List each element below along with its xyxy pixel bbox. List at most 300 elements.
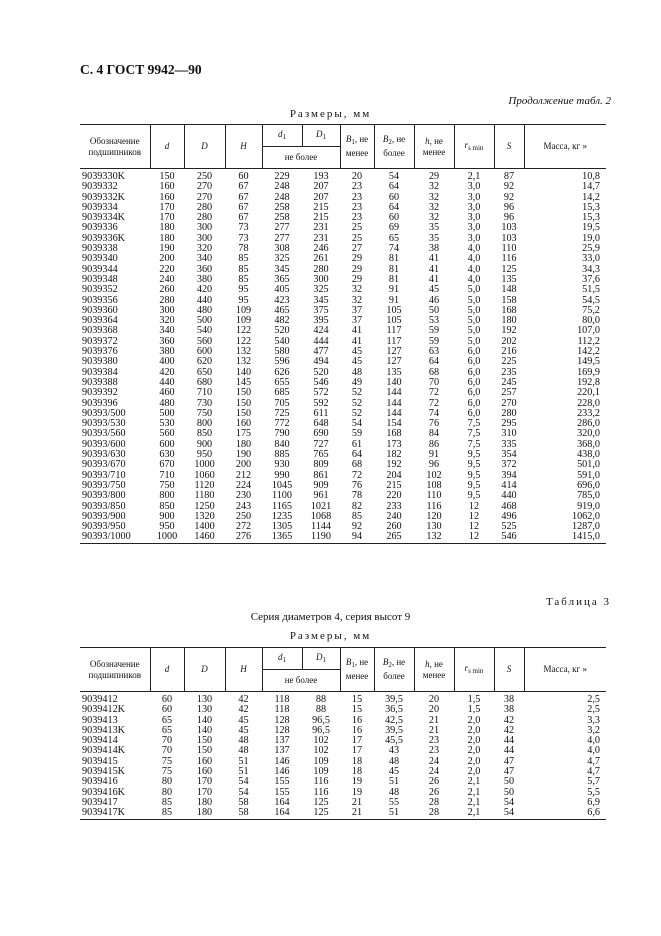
table-cell: 112,2: [577, 336, 600, 347]
table-cell: 45: [351, 347, 363, 358]
table-cell: 260: [386, 522, 402, 533]
table-cell: 48: [388, 756, 400, 767]
table-cell: 116: [426, 501, 442, 512]
table-row: [80, 808, 606, 819]
table-cell: 21: [428, 725, 440, 736]
table-cell: 1045: [271, 480, 293, 491]
bearing-designation-cell: 90393/1000: [80, 532, 150, 543]
table-row: [80, 316, 606, 326]
table-cell: 423: [274, 295, 290, 306]
table-cell: 140: [235, 367, 252, 378]
bearing-designation-cell: 9039416K: [82, 787, 126, 798]
table-cell: 44: [503, 746, 515, 757]
table-cell: 45: [238, 725, 249, 736]
table-cell: 43: [388, 746, 400, 757]
bearing-designation-cell: 9039416: [82, 777, 118, 788]
table-cell: 168: [501, 305, 517, 316]
table-cell: 300: [196, 223, 213, 234]
table-row: [80, 275, 606, 285]
table-cell: 710: [159, 470, 175, 481]
table-cell: 118: [274, 705, 290, 716]
table-cell: 520: [274, 326, 290, 337]
table-cell: 68: [428, 367, 440, 378]
table-cell: 6,0: [467, 398, 481, 409]
table-cell: 546: [313, 377, 329, 388]
bearing-designation-cell: 9039415K: [82, 767, 126, 778]
table-row: [80, 726, 606, 736]
table-row: [80, 481, 606, 491]
table-cell: 50: [503, 787, 515, 798]
table-cell: 54: [238, 777, 249, 788]
table-row: [80, 460, 606, 470]
table-cell: 685: [274, 388, 290, 399]
table-cell: 78: [351, 491, 363, 502]
bearing-designation-cell: 9039332K: [82, 192, 126, 203]
table-cell: 360: [159, 336, 175, 347]
table-cell: 58: [225, 808, 262, 819]
table-cell: 64: [351, 450, 363, 461]
table-row: [80, 193, 606, 203]
table-cell: 3,0: [467, 233, 481, 244]
table-cell: 20: [351, 171, 363, 182]
table-cell: 52: [351, 408, 363, 419]
table-cell: 23: [351, 182, 363, 193]
bearing-designation-cell: 9039356: [82, 295, 118, 306]
table-cell: 380: [159, 347, 175, 358]
table-cell: 200: [235, 460, 252, 471]
table-cell: 146: [274, 756, 290, 767]
table-cell: 231: [313, 223, 329, 234]
table-cell: 258: [274, 202, 290, 213]
table-cell: 990: [274, 470, 290, 481]
table-cell: 27: [351, 244, 363, 255]
table-cell: 696,0: [577, 480, 600, 491]
table-cell: 7,5: [467, 419, 481, 430]
table-cell: 2,0: [467, 715, 481, 726]
table-cell: 494: [313, 357, 329, 368]
table-cell: 225: [501, 357, 517, 368]
table-cell: 4,0: [467, 274, 481, 285]
table-cell: 17: [351, 746, 363, 757]
table-cell: 4,0: [467, 254, 481, 265]
col-H: H: [225, 125, 262, 169]
table-cell: 148: [501, 285, 517, 296]
table-cell: 750: [159, 480, 175, 491]
table-cell: 220,1: [577, 388, 600, 399]
table-cell: 21: [340, 808, 374, 819]
table-cell: 54: [494, 808, 524, 819]
col-B1: $B_1$, не менее: [340, 125, 374, 169]
table-cell: 5,0: [467, 295, 481, 306]
table-cell: 76: [351, 480, 363, 491]
table-cell: 95: [238, 295, 249, 306]
bearing-designation-cell: 9039417: [82, 797, 118, 808]
table-cell: 340: [159, 326, 175, 337]
table-body: [80, 692, 606, 820]
table-cell: 670: [159, 460, 175, 471]
table-3: [80, 647, 606, 820]
table-cell: 919,0: [577, 501, 600, 512]
table-cell: 28: [414, 808, 454, 819]
table-cell: 630: [159, 450, 175, 461]
bearing-designation-cell: 9039336K: [82, 233, 126, 244]
table-cell: 235: [501, 367, 517, 378]
col-D1: $D_1$: [302, 125, 340, 147]
col-H: H: [225, 648, 262, 692]
table-cell: 65: [161, 725, 173, 736]
table-cell: 5,0: [467, 336, 481, 347]
table-cell: 190: [159, 244, 175, 255]
table-cell: 772: [274, 419, 290, 430]
table-cell: 96,5: [312, 725, 330, 736]
table-cell: 192: [501, 326, 517, 337]
table-cell: 2,1: [467, 171, 481, 182]
table-cell: 72: [428, 388, 440, 399]
table-cell: 32: [351, 295, 363, 306]
table-cell: 149,5: [577, 357, 600, 368]
table-cell: 92: [351, 522, 363, 533]
table-cell: 64: [428, 357, 440, 368]
table-cell: 125: [501, 264, 517, 275]
table-cell: 300: [196, 233, 213, 244]
table-cell: 60: [238, 171, 249, 182]
table-cell: 73: [238, 223, 249, 234]
table-cell: 94: [340, 532, 374, 543]
table-cell: 626: [274, 367, 290, 378]
table-cell: 59: [351, 429, 363, 440]
table-cell: 650: [196, 367, 213, 378]
table-cell: 41: [428, 254, 440, 265]
table-cell: 546: [494, 532, 524, 543]
table-cell: 23: [428, 746, 440, 757]
table-cell: 2,0: [467, 746, 481, 757]
table-cell: 42: [503, 725, 515, 736]
table-cell: 146: [274, 767, 290, 778]
table-cell: 142,2: [577, 347, 600, 358]
table-cell: 4,0: [587, 746, 600, 757]
table-cell: 85: [238, 274, 249, 285]
bearing-designation-cell: 90393/670: [82, 460, 126, 471]
table-cell: 525: [501, 522, 517, 533]
table-cell: 155: [274, 787, 290, 798]
table-cell: 45,5: [385, 736, 403, 747]
bearing-designation-cell: 9039415: [82, 756, 118, 767]
table-cell: 12: [468, 511, 480, 522]
table-cell: 233: [386, 501, 402, 512]
table-cell: 92: [503, 182, 515, 193]
table-cell: 725: [274, 408, 290, 419]
table-cell: 365: [274, 274, 290, 285]
table-cell: 23: [351, 213, 363, 224]
table-cell: 961: [313, 491, 329, 502]
table-row: [80, 337, 606, 347]
table-3-series: Серия диаметров 4, серия высот 9: [250, 611, 411, 623]
table-cell: 1320: [194, 511, 215, 522]
col-B1: $B_1$, не менее: [340, 648, 374, 692]
table-cell: 91: [428, 450, 440, 461]
table-cell: 193: [313, 171, 329, 182]
table-cell: 600: [159, 439, 175, 450]
table-row: [80, 798, 606, 808]
table-cell: 12: [468, 522, 480, 533]
table-cell: 192: [386, 460, 402, 471]
table-cell: 160: [196, 767, 213, 778]
table-cell: 468: [501, 501, 517, 512]
table-cell: 648: [313, 419, 329, 430]
table-cell: 444: [313, 336, 329, 347]
table-cell: 34,3: [582, 264, 600, 275]
table-cell: 67: [238, 202, 249, 213]
table-cell: 51: [388, 777, 400, 788]
table-cell: 270: [196, 192, 213, 203]
bearing-designation-cell: 9039336: [82, 223, 118, 234]
bearing-designation-cell: 9039352: [82, 285, 118, 296]
table-cell: 414: [501, 480, 517, 491]
table-cell: 67: [238, 213, 249, 224]
table-row: [80, 378, 606, 388]
table-cell: 58: [238, 797, 249, 808]
table-cell: 3,0: [467, 202, 481, 213]
table-cell: 245: [501, 377, 517, 388]
table-cell: 372: [501, 460, 517, 471]
table-cell: 4,7: [587, 767, 600, 778]
table-cell: 6,0: [467, 377, 481, 388]
table-cell: 345: [274, 264, 290, 275]
table-row: [80, 746, 606, 756]
table-cell: 150: [235, 388, 252, 399]
table-cell: 33,0: [582, 254, 600, 265]
table-cell: 215: [313, 213, 329, 224]
table-cell: 1190: [302, 532, 340, 543]
table-cell: 280: [196, 213, 213, 224]
table-cell: 26: [428, 787, 440, 798]
table-cell: 52: [351, 388, 363, 399]
col-d: d: [150, 648, 184, 692]
table-cell: 168: [386, 429, 402, 440]
table-cell: 655: [274, 377, 290, 388]
table-cell: 248: [274, 182, 290, 193]
table-cell: 560: [159, 429, 175, 440]
sizes-caption: Размеры, мм: [289, 108, 372, 120]
table-cell: 39,5: [385, 694, 403, 705]
table-cell: 180: [159, 233, 175, 244]
table-cell: 140: [196, 715, 213, 726]
table-cell: 19,5: [582, 223, 600, 234]
table-cell: 170: [196, 777, 213, 788]
table-cell: 135: [501, 274, 517, 285]
table-cell: 48: [351, 367, 363, 378]
table-cell: 6,0: [467, 357, 481, 368]
table-cell: 128: [274, 715, 290, 726]
table-row: [80, 254, 606, 264]
table-cell: 81: [388, 264, 400, 275]
table-cell: 75,2: [582, 305, 600, 316]
table-cell: 14,2: [582, 192, 600, 203]
bearing-designation-cell: 9039360: [82, 305, 118, 316]
table-cell: 4,7: [587, 756, 600, 767]
table-cell: 87: [503, 171, 515, 182]
table-cell: 2,5: [587, 705, 600, 716]
table-cell: 29: [351, 264, 363, 275]
bearing-designation-cell: 9039344: [82, 264, 118, 275]
col-mass: Масса, кг »: [524, 125, 606, 169]
table-cell: 91: [388, 285, 400, 296]
bearing-designation-cell: 9039417K: [80, 808, 150, 819]
table-cell: 6,0: [467, 408, 481, 419]
table-cell: 175: [235, 429, 252, 440]
bearing-designation-cell: 9039412K: [82, 705, 126, 716]
table-cell: 132: [235, 357, 252, 368]
table-cell: 9,5: [467, 491, 481, 502]
table-cell: 18: [351, 756, 363, 767]
table-cell: 7,5: [467, 429, 481, 440]
table-cell: 710: [196, 388, 213, 399]
table-cell: 96,5: [312, 715, 330, 726]
table-cell: 368,0: [577, 439, 600, 450]
table-cell: 42,5: [385, 715, 403, 726]
table-cell: 500: [196, 316, 213, 327]
table-cell: 345: [313, 295, 329, 306]
table-cell: 160: [159, 182, 175, 193]
table-cell: 41: [351, 326, 363, 337]
table-cell: 19: [351, 777, 363, 788]
table-cell: 45: [238, 715, 249, 726]
table-cell: 150: [159, 171, 175, 182]
table-cell: 1068: [310, 511, 332, 522]
table-cell: 1,5: [467, 705, 481, 716]
table-cell: 180: [501, 316, 517, 327]
bearing-designation-cell: 90393/950: [82, 522, 126, 533]
table-cell: 84: [428, 429, 440, 440]
table-cell: 4,0: [587, 736, 600, 747]
table-cell: 705: [274, 398, 290, 409]
table-cell: 1235: [271, 511, 293, 522]
table-cell: 116: [313, 777, 329, 788]
table-cell: 42: [503, 715, 515, 726]
table-cell: 320,0: [577, 429, 600, 440]
bearing-designation-cell: 90393/630: [82, 450, 126, 461]
table-cell: 69: [388, 223, 400, 234]
table-cell: 270: [501, 398, 517, 409]
table-cell: 38: [428, 244, 440, 255]
table-cell: 74: [388, 244, 400, 255]
table-cell: 109: [313, 756, 329, 767]
table-cell: 51: [238, 767, 249, 778]
bearing-designation-cell: 90393/900: [82, 511, 126, 522]
table-cell: 86: [428, 439, 440, 450]
bearing-designation-cell: 9039414: [82, 736, 118, 747]
table-cell: 840: [274, 439, 290, 450]
bearing-designation-cell: 9039413K: [82, 725, 126, 736]
table-cell: 790: [274, 429, 290, 440]
table-cell: 215: [313, 202, 329, 213]
table-row: [80, 285, 606, 295]
table-cell: 1460: [184, 532, 225, 543]
table-cell: 60: [388, 213, 400, 224]
table-cell: 130: [196, 694, 213, 705]
bearing-designation-cell: 90393/800: [82, 491, 126, 502]
table-cell: 480: [196, 305, 213, 316]
table-cell: 127: [386, 347, 402, 358]
table-cell: 3,0: [467, 192, 481, 203]
table-cell: 320: [159, 316, 175, 327]
table-cell: 102: [426, 470, 442, 481]
table-cell: 1,5: [467, 694, 481, 705]
table-cell: 14,7: [582, 182, 600, 193]
table-cell: 207: [313, 182, 329, 193]
table-cell: 39,5: [385, 725, 403, 736]
table-cell: 530: [159, 419, 175, 430]
table-cell: 9,5: [467, 480, 481, 491]
bearing-designation-cell: 9039334: [82, 202, 118, 213]
table-row: [80, 409, 606, 419]
table-cell: 140: [196, 725, 213, 736]
table-cell: 59: [428, 326, 440, 337]
table-cell: 78: [238, 244, 249, 255]
table-cell: 60: [161, 694, 173, 705]
table-cell: 120: [426, 511, 442, 522]
table-cell: 246: [313, 244, 329, 255]
table-cell: 394: [501, 470, 517, 481]
table-cell: 54: [503, 797, 515, 808]
table-cell: 1365: [262, 532, 302, 543]
table-cell: 72: [351, 470, 363, 481]
table-cell: 730: [196, 398, 213, 409]
table-cell: 28: [428, 797, 440, 808]
table-cell: 38: [503, 694, 515, 705]
table-cell: 520: [313, 367, 329, 378]
table-cell: 160: [196, 756, 213, 767]
table-row: [80, 326, 606, 336]
table-cell: 727: [313, 439, 329, 450]
table-cell: 300: [313, 274, 329, 285]
table-cell: 5,0: [467, 316, 481, 327]
table-cell: 5,7: [587, 777, 600, 788]
table-header: [80, 125, 606, 169]
table-cell: 2,1: [467, 797, 481, 808]
table-cell: 5,5: [587, 787, 600, 798]
bearing-designation-cell: 9039414K: [82, 746, 126, 757]
table-cell: 164: [262, 808, 302, 819]
table-cell: 130: [426, 522, 442, 533]
table-cell: 360: [196, 264, 213, 275]
table-cell: 117: [386, 336, 402, 347]
table-continuation-note: Продолжение табл. 2: [508, 95, 611, 107]
table-row: [80, 203, 606, 213]
table-cell: 48: [388, 787, 400, 798]
table-cell: 76: [428, 419, 440, 430]
table-cell: 137: [274, 736, 290, 747]
table-cell: 3,2: [587, 725, 600, 736]
table-cell: 405: [274, 285, 290, 296]
bearing-designation-cell: 9039338: [82, 244, 118, 255]
table-cell: 41: [428, 264, 440, 275]
table-cell: 885: [274, 450, 290, 461]
table-cell: 117: [386, 326, 402, 337]
table-cell: 424: [313, 326, 329, 337]
table-cell: 228,0: [577, 398, 600, 409]
table-cell: 202: [501, 336, 517, 347]
table-cell: 909: [313, 480, 329, 491]
table-cell: 340: [196, 254, 213, 265]
table-cell: 103: [501, 223, 517, 234]
table-cell: 765: [313, 450, 329, 461]
table-cell: 1062,0: [571, 511, 600, 522]
table-cell: 308: [274, 244, 290, 255]
table-cell: 150: [235, 398, 252, 409]
bearing-designation-cell: 90393/530: [82, 419, 126, 430]
table-cell: 240: [159, 274, 175, 285]
